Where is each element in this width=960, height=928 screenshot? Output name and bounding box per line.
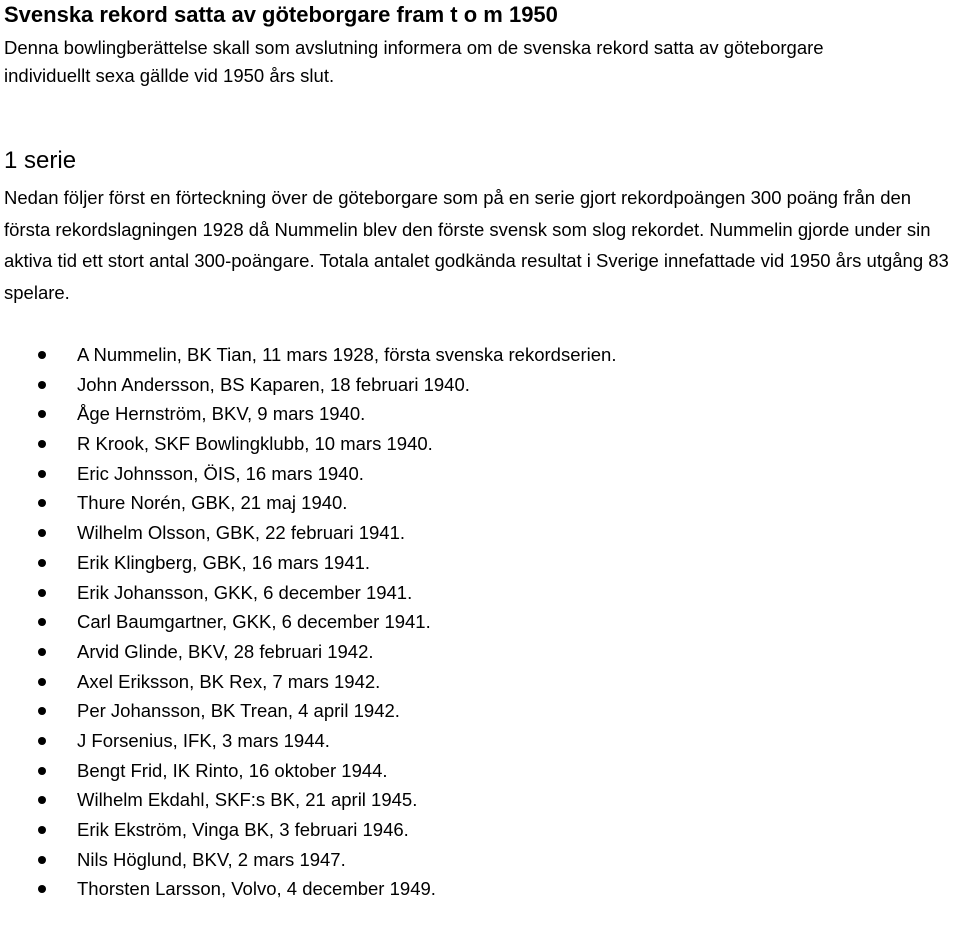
record-entry: Axel Eriksson, BK Rex, 7 mars 1942.	[77, 670, 381, 692]
list-item	[4, 607, 616, 637]
record-entry: Wilhelm Olsson, GBK, 22 februari 1941.	[77, 522, 406, 544]
record-entry: Åge Hernström, BKV, 9 mars 1940.	[77, 403, 366, 425]
list-item	[4, 845, 616, 875]
list-item	[4, 578, 616, 608]
record-entry: Eric Johnsson, ÖIS, 16 mars 1940.	[77, 462, 364, 484]
bullet-icon	[38, 440, 46, 448]
bullet-icon	[38, 618, 46, 626]
list-item	[4, 429, 616, 459]
list-item	[4, 874, 616, 904]
bullet-icon	[38, 470, 46, 478]
intro-paragraph: Denna bowlingberättelse skall som avslutning informera om de svenska rekord satta av göteborgare individuellt sexa gällde vid 1950 års slut.	[4, 37, 824, 86]
record-entry: A Nummelin, BK Tian, 11 mars 1928, första svenska rekordserien.	[77, 344, 617, 365]
list-item	[4, 340, 616, 370]
list-item	[4, 459, 616, 489]
bullet-icon	[38, 499, 46, 507]
list-item	[4, 399, 616, 429]
record-entry: Erik Johansson, GKK, 6 december 1941.	[77, 581, 413, 603]
record-entry: J Forsenius, IFK, 3 mars 1944.	[77, 729, 330, 751]
list-item	[4, 637, 616, 667]
bullet-icon	[38, 796, 46, 804]
bullet-icon	[38, 351, 46, 359]
record-entry: Wilhelm Ekdahl, SKF:s BK, 21 april 1945.	[77, 789, 418, 811]
bullet-icon	[38, 381, 46, 389]
list-item	[4, 726, 616, 756]
list-item	[4, 756, 616, 786]
list-item	[4, 488, 616, 518]
list-item	[4, 785, 616, 815]
list-item	[4, 815, 616, 845]
bullet-icon	[38, 559, 46, 567]
section-body-paragraph: Nedan följer först en förteckning över de göteborgare som på en serie gjort rekordpoängen 300 poäng från den första rekordslagningen 1928 då Nummelin blev den förste svensk som slog rekordet. Nummelin gjorde under sin aktiva tid ett stort antal 300-poängare. Totala antalet godkända resultat i Sverige innefattade vid 1950 års utgång 83 spelare.	[4, 187, 949, 303]
list-item	[4, 667, 616, 697]
bullet-icon	[38, 767, 46, 775]
record-entry: Thorsten Larsson, Volvo, 4 december 1949.	[77, 878, 436, 900]
list-item	[4, 696, 616, 726]
bullet-icon	[38, 648, 46, 656]
document-title: Svenska rekord satta av göteborgare fram t o m 1950	[4, 2, 558, 27]
record-entry: Per Johansson, BK Trean, 4 april 1942.	[77, 700, 400, 722]
record-entry: Carl Baumgartner, GKK, 6 december 1941.	[77, 611, 431, 633]
bullet-icon	[38, 737, 46, 745]
bullet-icon	[38, 678, 46, 686]
bullet-icon	[38, 707, 46, 715]
bullet-icon	[38, 826, 46, 834]
list-item	[4, 370, 616, 400]
bullet-icon	[38, 410, 46, 418]
record-entry: Bengt Frid, IK Rinto, 16 oktober 1944.	[77, 759, 388, 781]
bullet-icon	[38, 856, 46, 864]
bullet-icon	[38, 885, 46, 893]
bullet-icon	[38, 529, 46, 537]
record-list	[4, 340, 616, 904]
record-entry: John Andersson, BS Kaparen, 18 februari 1940.	[77, 373, 470, 395]
record-entry: Erik Ekström, Vinga BK, 3 februari 1946.	[77, 819, 409, 840]
bullet-icon	[38, 589, 46, 597]
section-heading: 1 serie	[4, 147, 77, 174]
list-item	[4, 548, 616, 578]
record-entry: Nils Höglund, BKV, 2 mars 1947.	[77, 848, 346, 870]
record-entry: Thure Norén, GBK, 21 maj 1940.	[77, 492, 348, 514]
record-entry: Arvid Glinde, BKV, 28 februari 1942.	[77, 640, 374, 662]
record-entry: Erik Klingberg, GBK, 16 mars 1941.	[77, 551, 371, 573]
record-entry: R Krook, SKF Bowlingklubb, 10 mars 1940.	[77, 433, 433, 455]
list-item	[4, 518, 616, 548]
